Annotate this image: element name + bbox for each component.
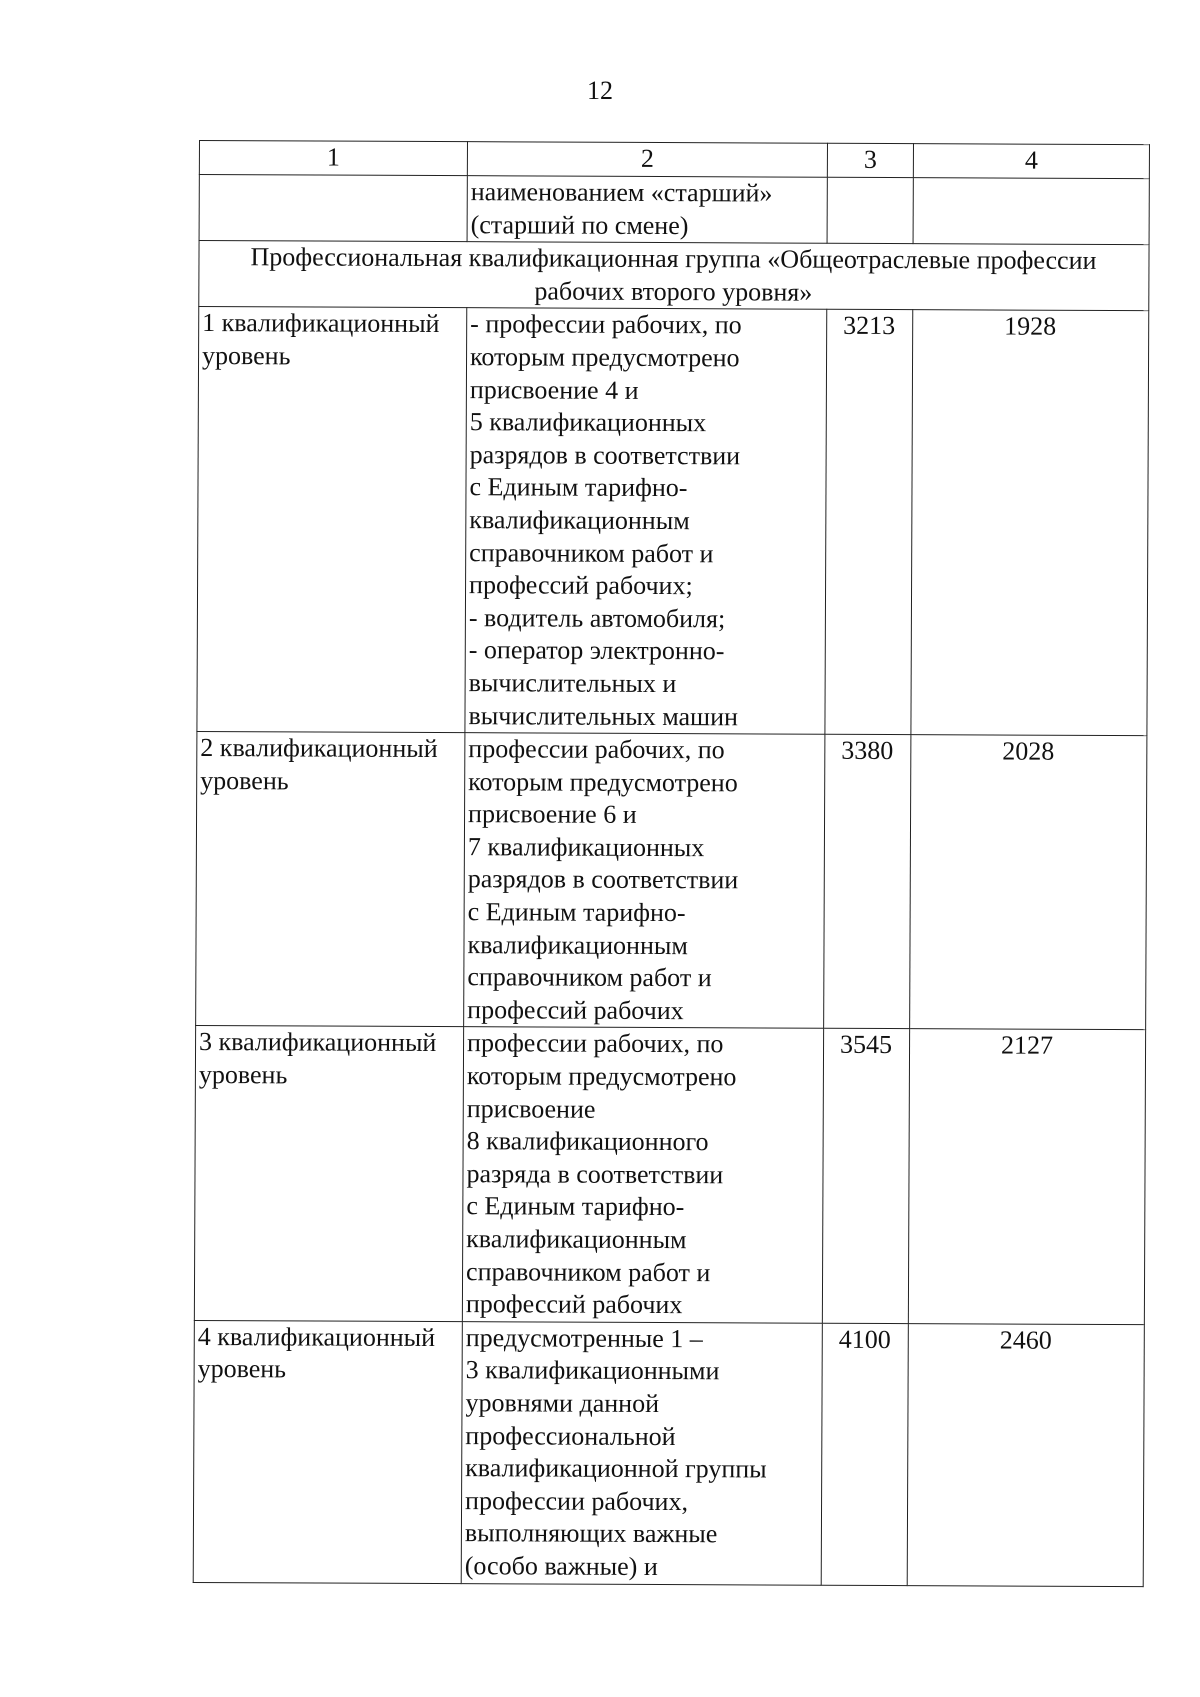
qualification-table — [193, 140, 1150, 1587]
level-line: 3 квалификационный — [199, 1027, 437, 1058]
description-line: квалификационным — [469, 505, 690, 536]
description-line: профессиональной — [465, 1420, 676, 1451]
description-line: предусмотренные 1 – — [465, 1322, 703, 1353]
description-line: справочником работ и — [467, 962, 712, 993]
column-number-2: 2 — [467, 142, 827, 178]
column-3-value: 4100 — [821, 1323, 908, 1585]
profession-description — [464, 733, 825, 1029]
group-title — [199, 241, 1149, 311]
level-line: 4 квалификационный — [197, 1321, 436, 1352]
description-line: вычислительных машин — [468, 700, 739, 731]
description-line: 8 квалификационного — [466, 1126, 709, 1157]
description-line: с Единым тарифно- — [466, 1191, 685, 1222]
description-line: разрядов в соответствии — [467, 864, 739, 895]
description-line: (особо важные) и — [464, 1551, 658, 1581]
profession-description — [465, 308, 827, 734]
column-3-value: 3213 — [825, 310, 913, 735]
description-line: 7 квалификационных — [467, 832, 705, 863]
qualification-level — [196, 732, 465, 1028]
qualification-level — [193, 1320, 462, 1583]
profession-description — [462, 1027, 823, 1323]
column-4-value: 2127 — [908, 1029, 1145, 1324]
column-3-value: 3380 — [824, 734, 911, 1029]
continuation-description — [467, 176, 827, 244]
description-line: (старший по смене) — [470, 209, 689, 240]
description-line: квалификационной группы — [465, 1453, 767, 1484]
column-3-value: 3545 — [822, 1029, 909, 1324]
qualification-level-row — [193, 1320, 1144, 1586]
column-number-3: 3 — [827, 143, 913, 177]
qualification-level-row — [196, 732, 1147, 1030]
description-line: наименованием «старший» — [470, 177, 773, 208]
description-line: присвоение — [466, 1093, 596, 1124]
description-line: - профессии рабочих, по — [470, 309, 742, 340]
description-line: - водитель автомобиля; — [468, 602, 726, 634]
description-line: профессий рабочих — [467, 995, 684, 1025]
description-line: профессий рабочих — [465, 1289, 683, 1320]
description-line: профессии рабочих, — [465, 1485, 689, 1516]
column-number-header-row — [199, 141, 1149, 179]
continuation-col4 — [913, 178, 1149, 245]
group-title-line: Профессиональная квалификационная группа «Общеотраслевые профессии — [250, 242, 1097, 276]
qualification-level-row — [194, 1026, 1145, 1324]
column-4-value: 2028 — [910, 735, 1147, 1030]
level-line: уровень — [197, 1354, 287, 1384]
column-number-4: 4 — [913, 144, 1149, 179]
description-line: уровнями данной — [465, 1388, 660, 1418]
description-line: квалификационным — [466, 1224, 687, 1255]
column-4-value: 2460 — [907, 1323, 1144, 1586]
column-number-1: 1 — [199, 141, 467, 176]
description-line: присвоение 4 и — [469, 374, 639, 405]
description-line: профессий рабочих; — [468, 570, 693, 601]
description-line: профессии рабочих, по — [468, 734, 725, 765]
qualification-level-row — [197, 307, 1149, 736]
description-line: профессии рабочих, по — [466, 1028, 724, 1059]
group-title-row — [199, 241, 1149, 311]
description-line: разряда в соответствии — [466, 1158, 724, 1190]
description-line: с Единым тарифно- — [469, 472, 688, 503]
column-4-value: 1928 — [911, 310, 1149, 736]
description-line: которым предусмотрено — [466, 1061, 737, 1092]
continuation-col1 — [199, 175, 467, 242]
description-line: квалификационным — [467, 929, 688, 960]
level-line: уровень — [198, 1060, 288, 1090]
continuation-col3 — [827, 177, 913, 244]
description-line: справочником работ и — [469, 537, 714, 568]
description-line: справочником работ и — [466, 1256, 711, 1287]
level-line: 2 квалификационный — [200, 733, 438, 764]
qualification-level — [197, 307, 467, 733]
continuation-row — [199, 175, 1149, 245]
description-line: выполняющих важные — [464, 1518, 718, 1549]
page-number: 12 — [587, 76, 613, 105]
description-line: 5 квалификационных — [469, 407, 707, 438]
group-title-line: рабочих второго уровня» — [534, 276, 813, 307]
description-line: 3 квалификационными — [465, 1355, 720, 1386]
description-line: - оператор электронно- — [468, 635, 725, 666]
table-body — [193, 141, 1149, 1587]
description-line: с Единым тарифно- — [467, 897, 686, 928]
description-line: вычислительных и — [468, 668, 677, 698]
description-line: разрядов в соответствии — [469, 439, 741, 471]
description-line: которым предусмотрено — [469, 342, 740, 373]
level-line: уровень — [201, 340, 291, 371]
level-line: 1 квалификационный — [202, 308, 440, 339]
qualification-level — [194, 1026, 463, 1322]
description-line: которым предусмотрено — [468, 766, 738, 798]
level-line: уровень — [200, 765, 289, 796]
description-line: присвоение 6 и — [467, 799, 637, 830]
profession-description — [461, 1321, 822, 1584]
